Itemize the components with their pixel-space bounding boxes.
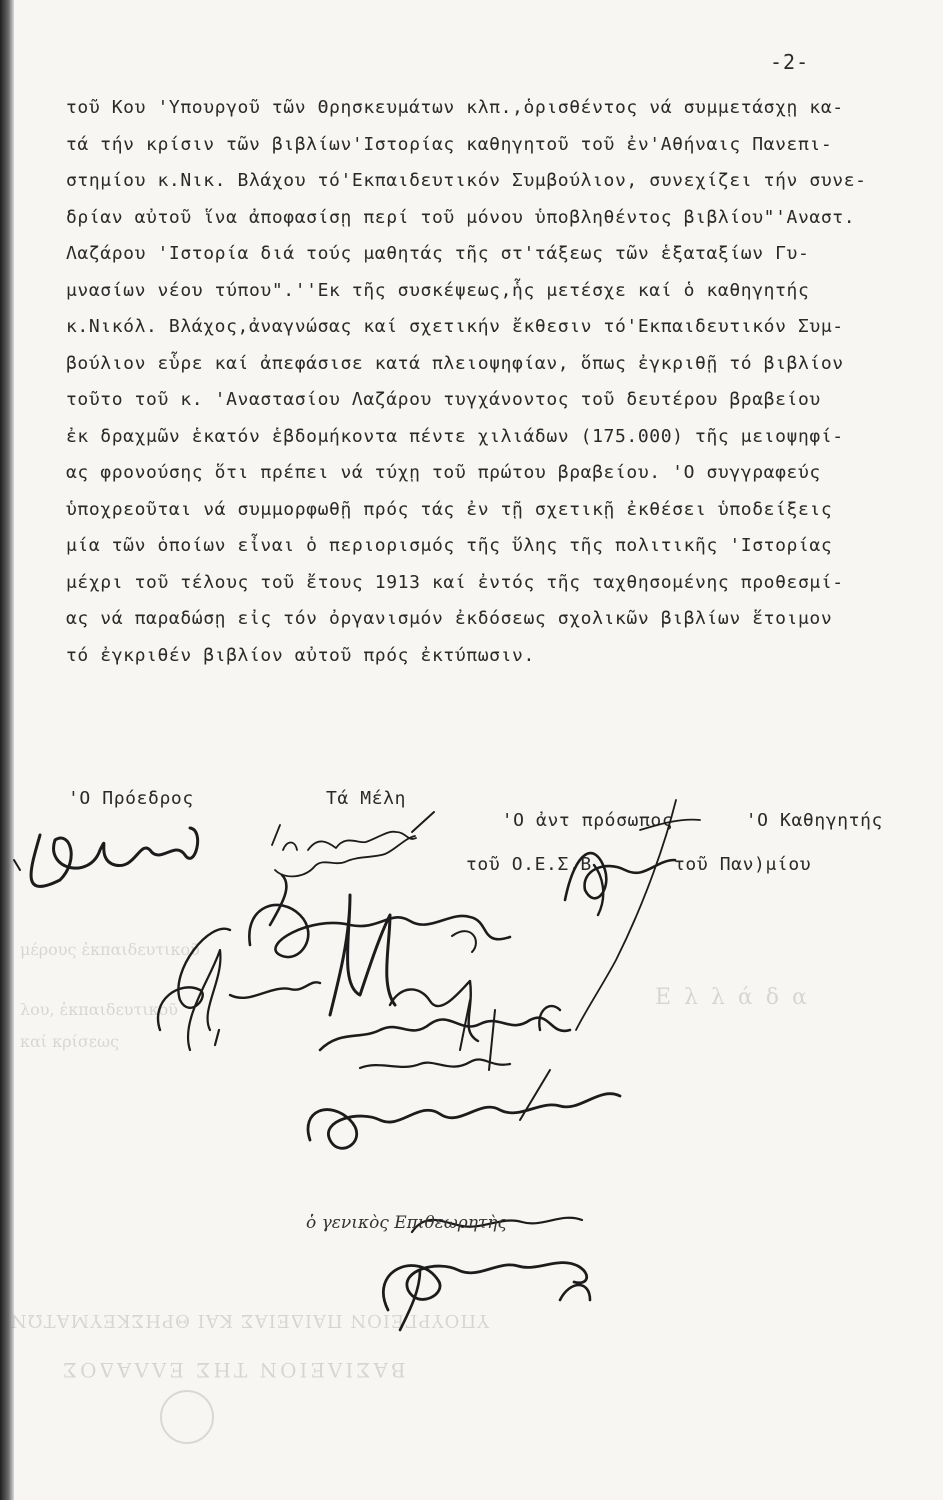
text-line: ας φρονούσης ὅτι πρέπει νά τύχῃ τοῦ πρώτου βραβείου. 'Ο συγγραφεύς: [66, 462, 821, 483]
president-heading: 'Ο Πρόεδρος: [68, 788, 194, 809]
president-signature: [31, 828, 198, 886]
bleed-through-text: μέρους ἐκπαιδευτικοῦ: [20, 940, 200, 959]
professor-title: 'Ο Καθηγητής: [745, 810, 883, 831]
professor-university: τοῦ Παν)μίου: [674, 854, 812, 875]
representative-org: τοῦ Ο.Ε.Σ.Β.: [466, 854, 604, 875]
bleed-through-text: ΒΑΣΙΛΕΙΟΝ ΤΗΣ ΕΛΛΑΔΟΣ: [60, 1358, 406, 1382]
text-line: ἐκ δραχμῶν ἑκατόν ἑβδομήκοντα πέντε χιλιάδων (175.000) τῆς μειοψηφί-: [66, 425, 844, 447]
member-signature: [320, 1018, 570, 1050]
bleed-through-text: Ε λ λ ά δ α: [655, 985, 810, 1010]
text-line: μέχρι τοῦ τέλους τοῦ ἔτους 1913 καί ἐντός τῆς ταχθησομένης προθεσμί-: [66, 571, 844, 593]
text-line: στημίου κ.Νικ. Βλάχου τό'Εκπαιδευτικόν Συμβούλιον, συνεχίζει τήν συνε-: [66, 170, 867, 191]
member-signature: [308, 1094, 620, 1149]
inspector-note: ὁ γενικὸς Επιθεωρητὴς: [306, 1213, 507, 1233]
bleed-through-text: ΥΠΟΥΡΓΕΙΟΝ ΠΑΙΔΕΙΑΣ ΚΑΙ ΘΡΗΣΚΕΥΜΑΤΩΝ: [10, 1310, 489, 1331]
member-signature: [272, 825, 416, 850]
member-signature: [230, 982, 320, 998]
text-line: ὑποχρεοῦται νά συμμορφωθῇ πρός τάς ἐν τῇ σχετικῇ ἐκθέσει ὑποδείξεις: [66, 498, 833, 520]
text-line: βούλιον εὗρε καί ἀπεφάσισε κατά πλειοψηφίαν, ὅπως ἐγκριθῇ τό βιβλίον: [66, 352, 844, 374]
bleed-through-text: καί κρίσεως: [20, 1032, 120, 1051]
text-line: δρίαν αὐτοῦ ἵνα ἀποφασίσῃ περί τοῦ μόνου ὑποβληθέντος βιβλίου"'Αναστ.: [66, 206, 856, 228]
text-line: μνασίων νέου τύπου".''Εκ τῆς συσκέψεως,ἧς μετέσχε καί ὁ καθηγητής: [66, 279, 810, 301]
text-line: τά τήν κρίσιν τῶν βιβλίων'Ιστορίας καθηγητοῦ τοῦ ἐν'Αθήναις Πανεπι-: [66, 133, 833, 155]
page-number: -2-: [770, 50, 810, 74]
members-heading: Τά Μέλη: [326, 788, 407, 809]
member-signature: [249, 905, 510, 957]
text-line: τό ἐγκριθέν βιβλίον αὐτοῦ πρός ἐκτύπωσιν.: [66, 644, 535, 666]
member-signature: [330, 895, 395, 1015]
member-signature: [158, 929, 230, 1030]
text-line: ας νά παραδώσῃ εἰς τόν ὀργανισμόν ἐκδόσεως σχολικῶν βιβλίων ἕτοιμον: [66, 608, 833, 629]
bleed-through-text: λου, ἐκπαιδευτικοῦ: [20, 1000, 178, 1019]
text-line: μία τῶν ὁποίων εἶναι ὁ περιορισμός τῆς ὕλης τῆς πολιτικῆς 'Ιστορίας: [66, 535, 833, 556]
text-line: τοῦ Κου 'Υπουργοῦ τῶν Θρησκευμάτων κλπ.,ὁρισθέντος νά συμμετάσχῃ κα-: [66, 97, 844, 118]
text-line: κ.Νικόλ. Βλάχος,ἀναγνώσας καί σχετικήν ἔκθεσιν τό'Εκπαιδευτικόν Συμ-: [66, 316, 844, 337]
representative-title: 'Ο ἀντ πρόσωπος: [501, 810, 674, 831]
text-line: τοῦτο τοῦ κ. 'Αναστασίου Λαζάρου τυγχάνοντος τοῦ δευτέρου βραβείου: [66, 389, 821, 410]
text-line: Λαζάρου 'Ιστορία διά τούς μαθητάς τῆς στ'τάξεως τῶν ἑξαταξίων Γυ-: [66, 243, 810, 264]
